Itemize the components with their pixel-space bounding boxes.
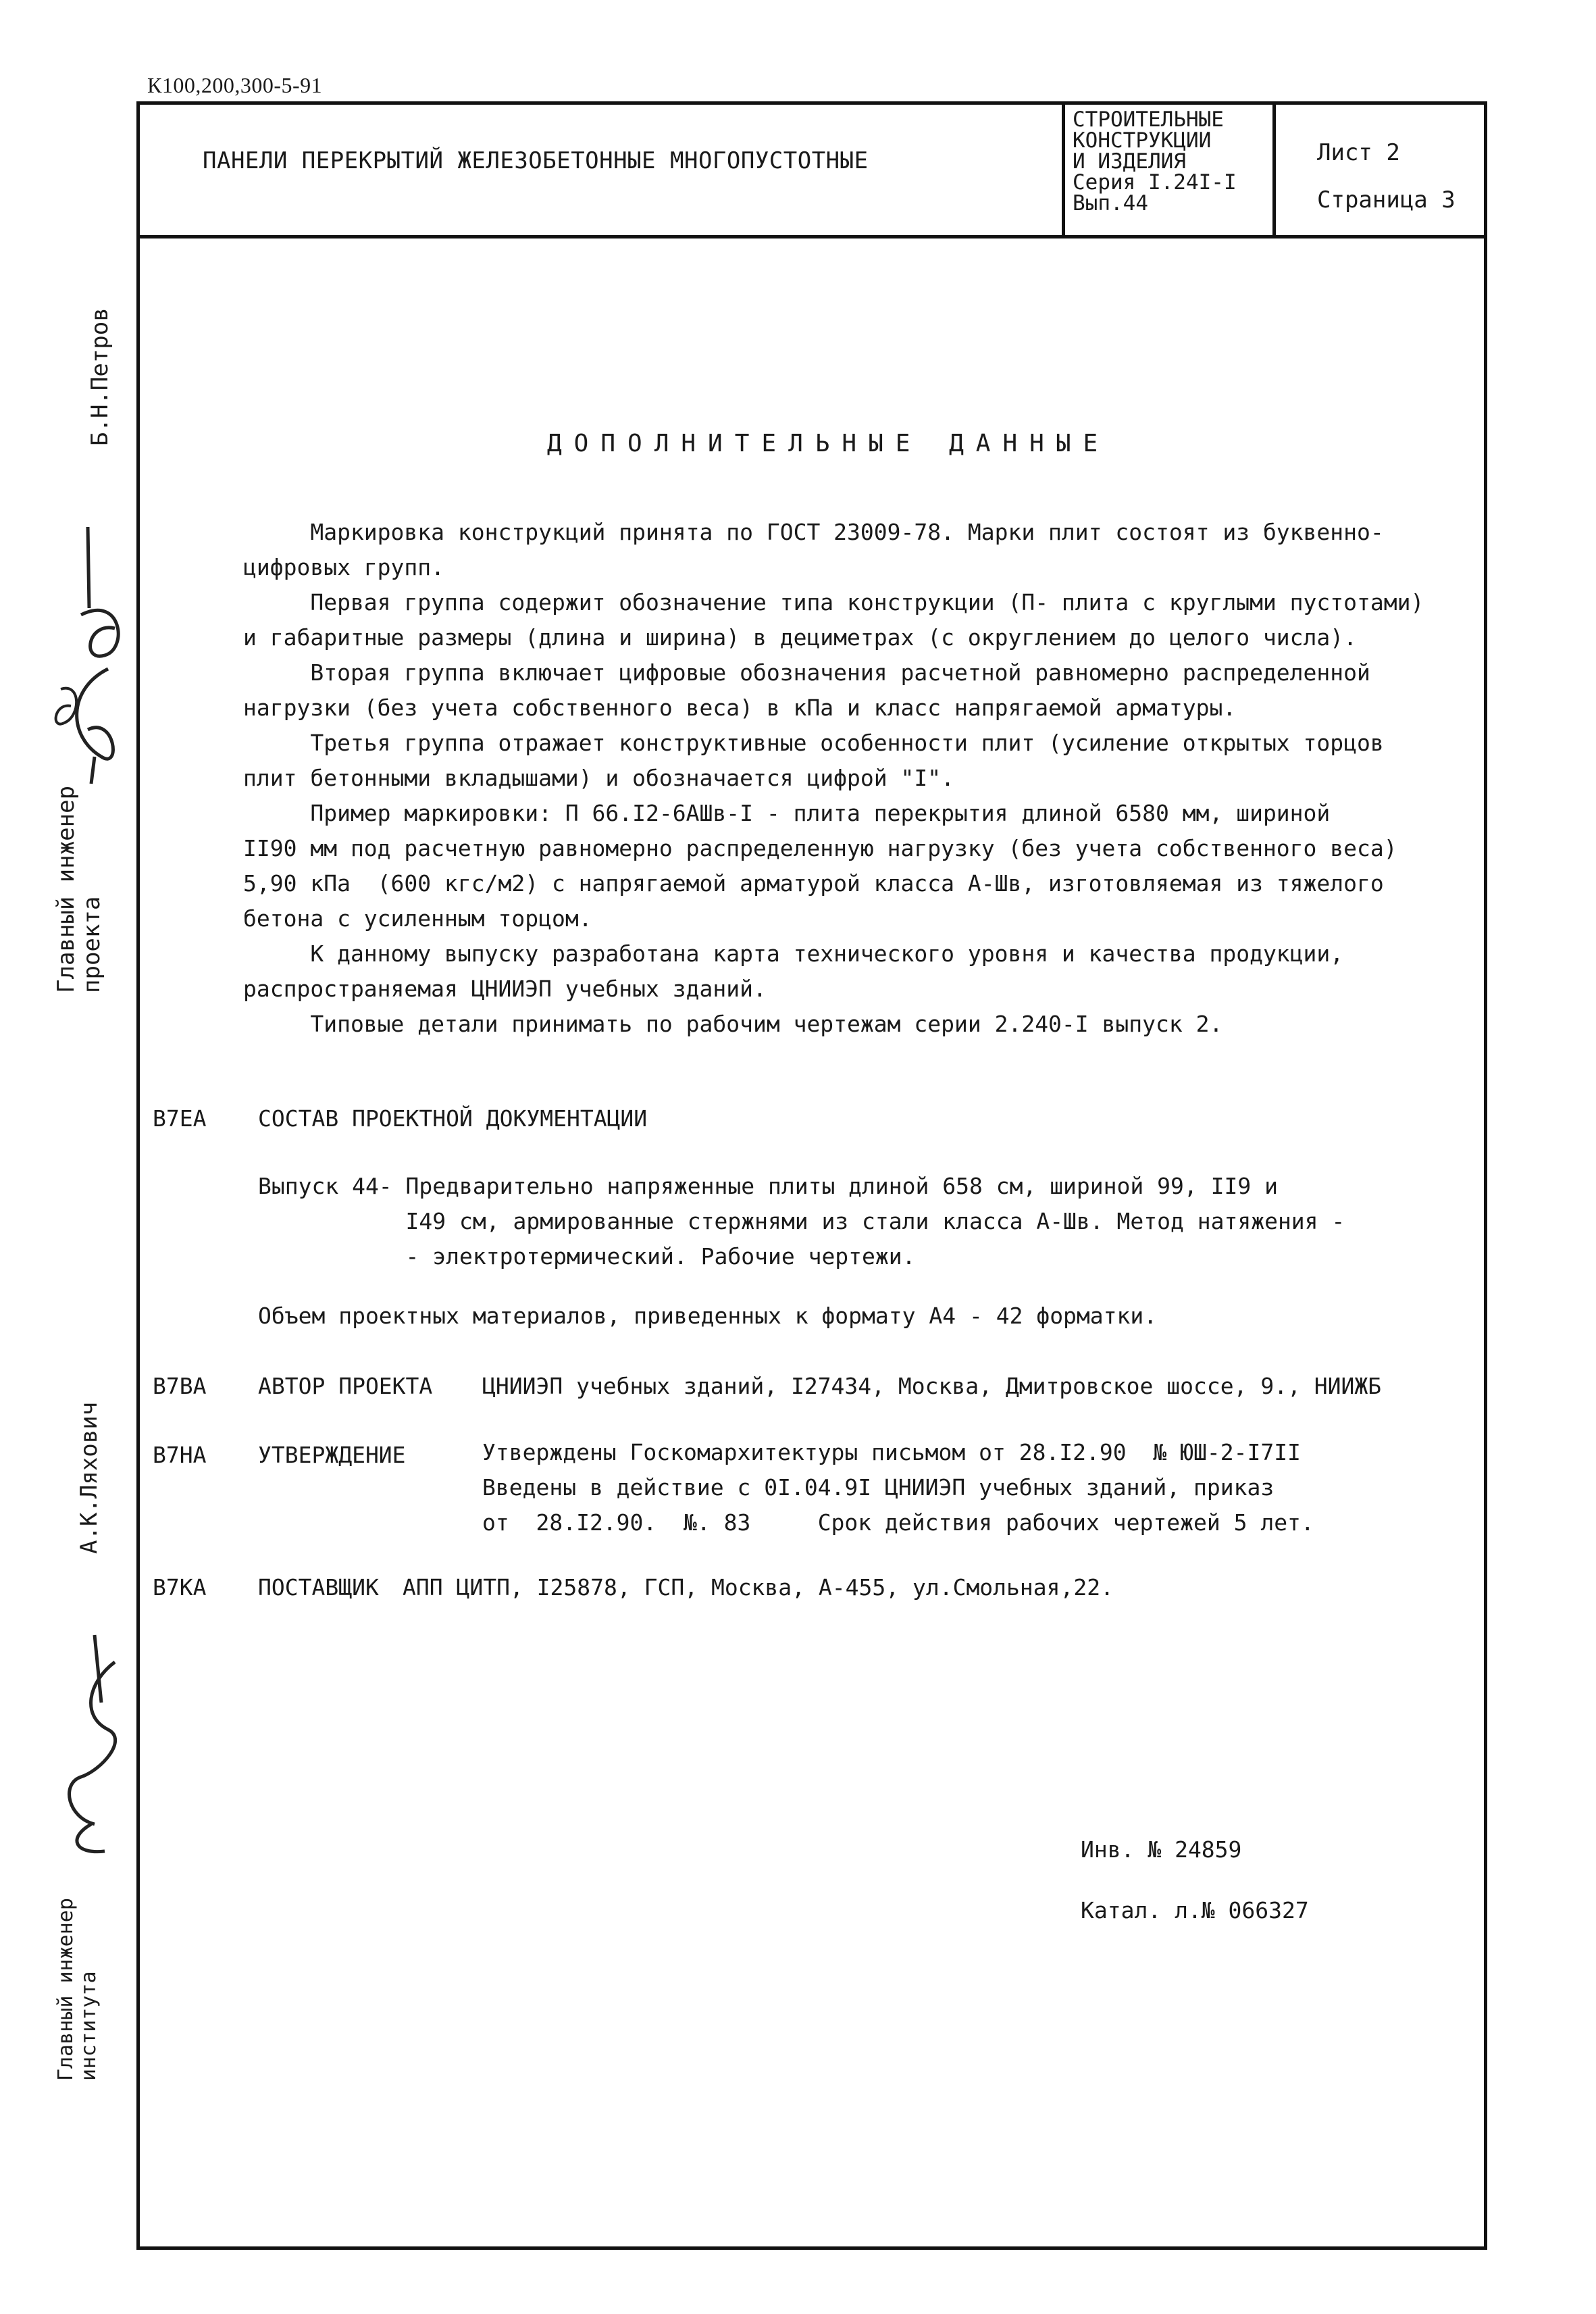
text-line: Утверждены Госкомархитектуры письмом от 28.I2.90 № ЮШ-2-I7II — [482, 1439, 1301, 1465]
text-line: от 28.I2.90. №. 83 Срок действия рабочих чертежей 5 лет. — [482, 1509, 1314, 1536]
field-label: АВТОР ПРОЕКТА — [258, 1373, 433, 1399]
title-block-divider — [1062, 101, 1065, 236]
signer-role-institute-line2: института — [77, 1971, 101, 2081]
text-line: Вторая группа включает цифровые обозначения расчетной равномерно распределенной — [243, 659, 1370, 686]
signer-role-project-line2: проекта — [78, 896, 105, 993]
text-line: Выпуск 44- Предварительно напряженные плиты длиной 658 см, шириной 99, II9 и — [258, 1173, 1278, 1199]
volume-note: Объем проектных материалов, приведенных к формату А4 - 42 форматки. — [258, 1303, 1158, 1329]
text-line: цифровых групп. — [243, 554, 445, 580]
title-block-divider — [1272, 101, 1276, 236]
section-code: В7КА — [153, 1574, 207, 1601]
text-line: распространяемая ЦНИИЭП учебных зданий. — [243, 976, 767, 1002]
signature-chief-engineer-project — [41, 513, 142, 797]
text-line: 5,90 кПа (600 кгс/м2) с напрягаемой арматурой класса А-Шв, изготовляемая из тяжелого — [243, 870, 1384, 897]
text-line: плит бетонными вкладышами) и обозначается цифрой "I". — [243, 765, 954, 791]
series-line: СТРОИТЕЛЬНЫЕ — [1073, 107, 1224, 132]
title-block-divider — [136, 235, 1487, 238]
text-line: Введены в действие с 0I.04.9I ЦНИИЭП учебных зданий, приказ — [482, 1474, 1275, 1501]
text-line: Типовые детали принимать по рабочим чертежам серии 2.240-I выпуск 2. — [243, 1011, 1223, 1037]
signer-name-lyakhovich: А.К.Ляхович — [76, 1401, 103, 1554]
section-code: В7ЕА — [153, 1105, 207, 1132]
section-code: В7ВА — [153, 1373, 207, 1399]
signer-role-project-line1: Главный инженер — [53, 785, 80, 993]
issue-description — [258, 1169, 1345, 1274]
series-line: Серия I.24I-I — [1073, 170, 1237, 195]
text-block — [243, 515, 1424, 1042]
signer-role-institute-line1: Главный инженер — [54, 1898, 78, 2081]
text-line: Третья группа отражает конструктивные особенности плит (усиление открытых торцов — [243, 730, 1384, 756]
sheet-number: Лист 2 — [1317, 139, 1400, 166]
signer-name-petrov: Б.Н.Петров — [86, 307, 113, 446]
text-line: К данному выпуску разработана карта технического уровня и качества продукции, — [243, 940, 1344, 967]
text-line: Пример маркировки: П 66.I2-6АШв-I - плита перекрытия длиной 6580 мм, шириной — [243, 800, 1331, 826]
text-line: - электротермический. Рабочие чертежи. — [258, 1243, 916, 1269]
catalog-number: Катал. л.№ 066327 — [1081, 1897, 1309, 1923]
section-heading: ДОПОЛНИТЕЛЬНЫЕ ДАННЫЕ — [547, 430, 1110, 457]
document-title: ПАНЕЛИ ПЕРЕКРЫТИЙ ЖЕЛЕЗОБЕТОННЫЕ МНОГОПУСТОТНЫЕ — [203, 147, 869, 174]
text-line: нагрузки (без учета собственного веса) в кПа и класс напрягаемой арматуры. — [243, 695, 1237, 721]
field-value: ЦНИИЭП учебных зданий, I27434, Москва, Дмитровское шоссе, 9., НИИЖБ — [482, 1373, 1382, 1399]
text-line: бетона с усиленным торцом. — [243, 905, 592, 932]
text-line: Первая группа содержит обозначение типа конструкции (П- плита с круглыми пустотами) — [243, 589, 1424, 615]
series-line: И ИЗДЕЛИЯ — [1073, 149, 1186, 174]
series-line: Вып.44 — [1073, 191, 1148, 216]
page-number: Страница 3 — [1317, 186, 1456, 213]
document-code: К100,200,300-5-91 — [147, 73, 323, 97]
text-line: и габаритные размеры (длина и ширина) в дециметрах (с округлением до целого числа). — [243, 624, 1358, 651]
series-block — [1073, 109, 1237, 214]
signature-chief-engineer-institute — [41, 1621, 142, 1865]
series-line: КОНСТРУКЦИИ — [1073, 128, 1212, 153]
inventory-number: Инв. № 24859 — [1081, 1836, 1242, 1863]
field-value: АПП ЦИТП, I25878, ГСП, Москва, А-455, ул.Смольная,22. — [403, 1574, 1114, 1601]
text-line: Маркировка конструкций принята по ГОСТ 23009-78. Марки плит состоят из буквенно- — [243, 519, 1384, 545]
field-label: ПОСТАВЩИК — [258, 1574, 379, 1601]
text-line: II90 мм под расчетную равномерно распределенную нагрузку (без учета собственного веса) — [243, 835, 1397, 861]
approval-details — [482, 1435, 1314, 1540]
text-line: I49 см, армированные стержнями из стали класса А-Шв. Метод натяжения - — [258, 1208, 1345, 1234]
field-label: УТВЕРЖДЕНИЕ — [258, 1442, 406, 1468]
section-title: СОСТАВ ПРОЕКТНОЙ ДОКУМЕНТАЦИИ — [258, 1105, 648, 1132]
section-code: В7НА — [153, 1442, 207, 1468]
